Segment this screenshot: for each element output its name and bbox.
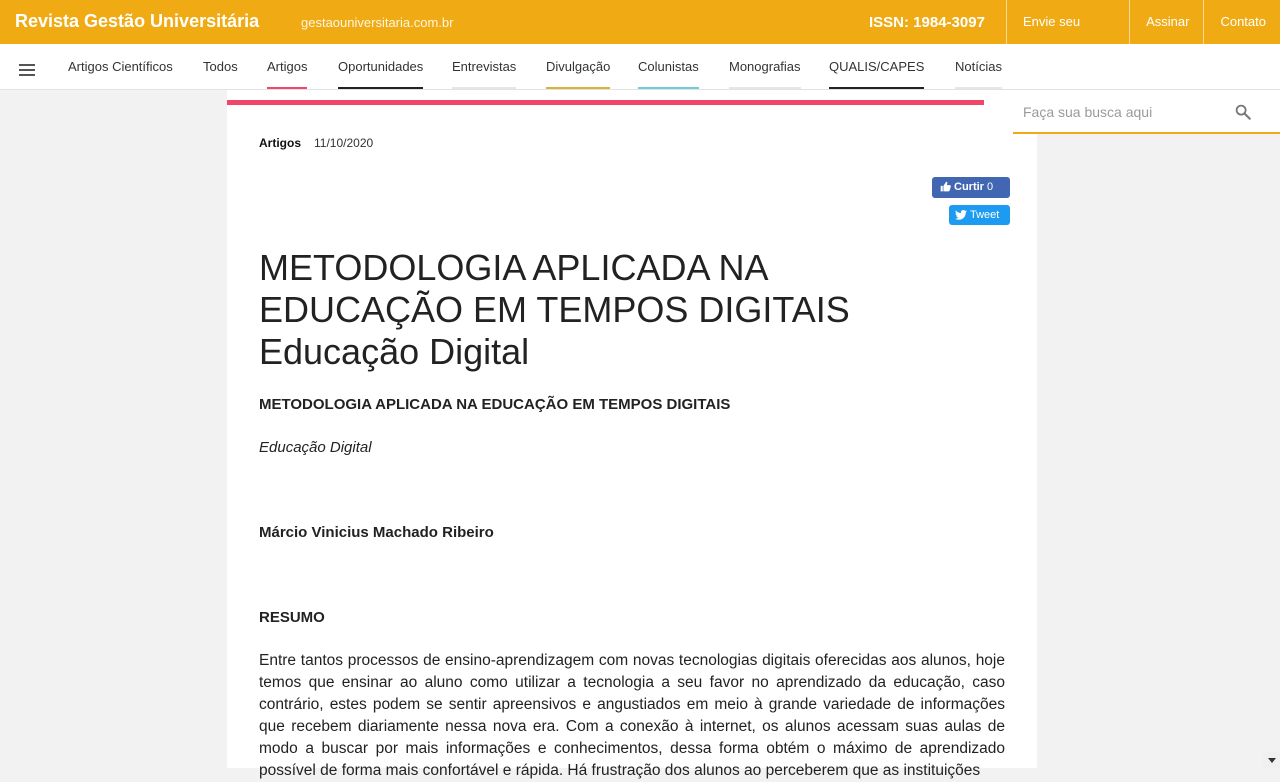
article-date: 11/10/2020 bbox=[314, 136, 374, 150]
article-title-line-3: Educação Digital bbox=[259, 331, 530, 372]
nav-item-noticias[interactable]: Notícias bbox=[955, 44, 1002, 89]
article-subtitle-italic: Educação Digital bbox=[259, 439, 372, 456]
article-accent-bar bbox=[227, 100, 984, 105]
nav-item-colunistas[interactable]: Colunistas bbox=[638, 44, 699, 89]
category-nav bbox=[0, 44, 1280, 90]
article-title-line-2: EDUCAÇÃO EM TEMPOS DIGITAIS bbox=[259, 289, 850, 330]
facebook-like-button[interactable]: Curtir 0 bbox=[932, 177, 1010, 198]
top-bar bbox=[0, 0, 1280, 44]
nav-item-divulgacao[interactable]: Divulgação bbox=[546, 44, 610, 89]
submit-article-link[interactable]: Envie seu bbox=[1006, 0, 1129, 44]
twitter-tweet-button[interactable]: Tweet bbox=[949, 205, 1010, 225]
site-domain: gestaouniversitaria.com.br bbox=[301, 15, 454, 30]
nav-item-entrevistas[interactable]: Entrevistas bbox=[452, 44, 516, 89]
search-icon[interactable] bbox=[1234, 103, 1252, 121]
hamburger-menu-icon[interactable] bbox=[19, 64, 35, 77]
nav-item-artigos-cientificos[interactable]: Artigos Científicos bbox=[68, 59, 173, 74]
article-category[interactable]: Artigos bbox=[259, 136, 301, 150]
top-links bbox=[1006, 0, 1280, 44]
thumbs-up-icon bbox=[940, 181, 951, 192]
nav-item-qualis-capes[interactable]: QUALIS/CAPES bbox=[829, 44, 924, 89]
article-subtitle: METODOLOGIA APLICADA NA EDUCAÇÃO EM TEMPOS DIGITAIS bbox=[259, 396, 731, 413]
nav-item-todos[interactable]: Todos bbox=[203, 59, 238, 74]
article-title bbox=[259, 247, 979, 373]
article-title-line-1: METODOLOGIA APLICADA NA bbox=[259, 247, 769, 288]
contact-link[interactable]: Contato bbox=[1203, 0, 1280, 44]
nav-item-monografias[interactable]: Monografias bbox=[729, 44, 801, 89]
issn-label: ISSN: 1984-3097 bbox=[869, 14, 985, 31]
section-heading: RESUMO bbox=[259, 609, 325, 626]
scrollbar-down-arrow[interactable] bbox=[1263, 752, 1280, 768]
twitter-bird-icon bbox=[955, 210, 967, 220]
nav-item-artigos[interactable]: Artigos bbox=[267, 44, 307, 89]
search-input[interactable] bbox=[1023, 101, 1238, 123]
site-logo-title[interactable]: Revista Gestão Universitária bbox=[15, 11, 260, 31]
nav-item-oportunidades[interactable]: Oportunidades bbox=[338, 44, 423, 89]
article-body: Entre tantos processos de ensino-aprendizagem com novas tecnologias digitais oferecidas aos alunos, hoje temos que ensinar ao aluno como utilizar a tecnologia a seu favor no aprendizado da educação, caso contrário, estes podem se sentir apreensivos e angustiados em meio à grande variedade de informações que recebem diariamente nessa nova era. Com a conexão à internet, os alunos acessam suas aulas de modo a buscar por mais informações e conhecimentos, dessa forma obtém o máximo de aprendizado possível de forma mais confortável e rápida. Há frustração dos alunos ao perceberem que as instituições bbox=[259, 652, 1005, 779]
subscribe-link[interactable]: Assinar bbox=[1129, 0, 1203, 44]
article-author: Márcio Vinicius Machado Ribeiro bbox=[259, 524, 494, 541]
